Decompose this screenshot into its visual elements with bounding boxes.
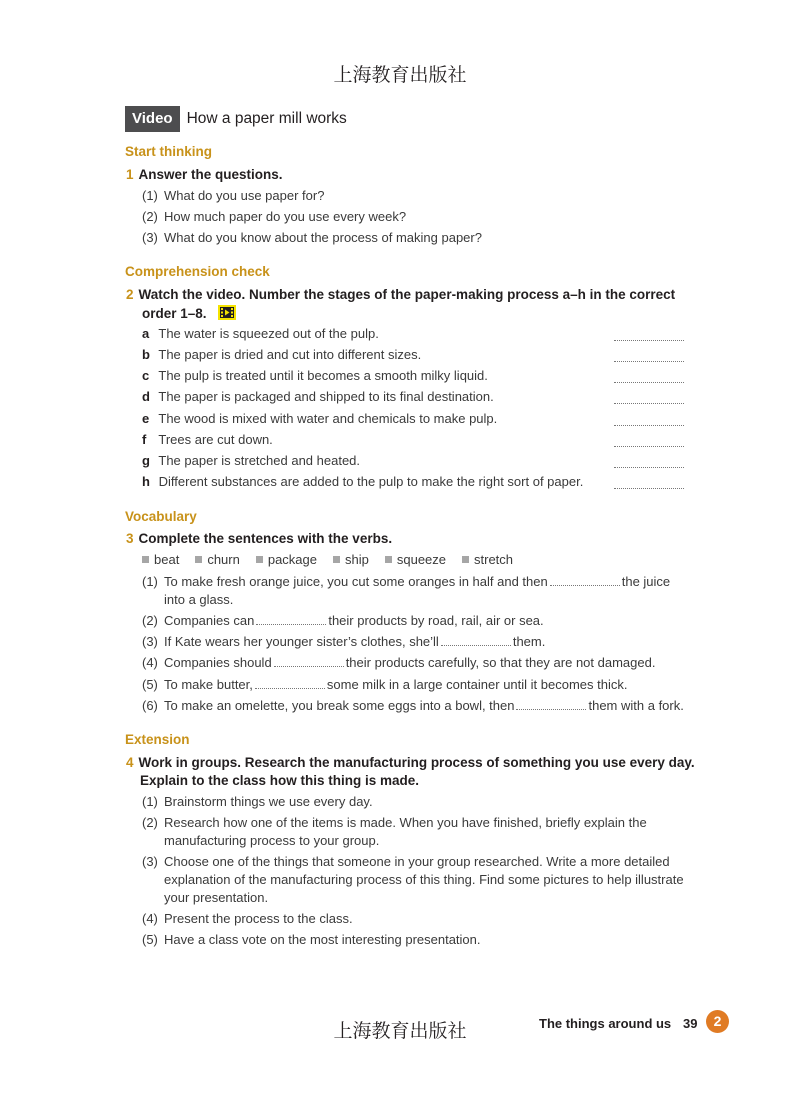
sentence-item: (6) To make an omelette, you break some eggs into a bowl, then them with a fork.	[142, 698, 684, 713]
answer-blank[interactable]	[614, 467, 684, 468]
stage-item: f Trees are cut down.	[142, 432, 273, 447]
sentence-item: (5) To make butter, some milk in a large container until it becomes thick.	[142, 677, 628, 692]
step-item: (5) Have a class vote on the most interesting presentation.	[142, 932, 481, 947]
video-badge: Video	[125, 106, 180, 132]
section-extension: Extension	[125, 732, 190, 747]
section-comprehension-check: Comprehension check	[125, 264, 270, 279]
task-text: Answer the questions.	[138, 167, 283, 182]
unit-title: The things around us	[539, 1016, 672, 1031]
sentence-item: (1) To make fresh orange juice, you cut some oranges in half and then the juice	[142, 574, 671, 589]
task-number: 1	[126, 167, 134, 182]
fill-blank[interactable]	[256, 612, 326, 625]
answer-blank[interactable]	[614, 403, 684, 404]
step-item: (2) Research how one of the items is made. When you have finished, briefly explain the	[142, 815, 647, 830]
task-number: 3	[126, 531, 134, 546]
answer-blank[interactable]	[614, 425, 684, 426]
sentence-item: (2) Companies can their products by road, rail, air or sea.	[142, 613, 544, 628]
step-item: (1) Brainstorm things we use every day.	[142, 794, 373, 809]
page-number: 39	[683, 1016, 698, 1031]
fill-blank[interactable]	[274, 654, 344, 667]
stage-item: d The paper is packaged and shipped to its final destination.	[142, 389, 494, 404]
task-2-instruction: 2 Watch the video. Number the stages of the paper-making process a–h in the correct	[126, 287, 676, 302]
verb-item: squeeze	[385, 551, 446, 569]
verb-item: churn	[195, 551, 240, 569]
task-4-instruction-cont: Explain to the class how this thing is made.	[140, 773, 420, 788]
task-4-instruction: 4 Work in groups. Research the manufacturing process of something you use every day.	[126, 755, 695, 770]
section-vocabulary: Vocabulary	[125, 509, 197, 524]
bullet-square-icon	[195, 556, 202, 563]
answer-blank[interactable]	[614, 340, 684, 341]
verb-item: beat	[142, 551, 179, 569]
task-3-instruction: 3 Complete the sentences with the verbs.	[126, 531, 393, 546]
stage-item: c The pulp is treated until it becomes a smooth milky liquid.	[142, 368, 488, 383]
verb-item: ship	[333, 551, 369, 569]
video-title-row	[125, 106, 347, 132]
sentence-cont: into a glass.	[164, 592, 234, 607]
video-title: How a paper mill works	[186, 110, 347, 127]
task-2-instruction-cont: order 1–8.	[142, 304, 236, 323]
question-item: (3) What do you know about the process of making paper?	[142, 230, 482, 245]
task-1-instruction	[126, 165, 283, 184]
task-number: 4	[126, 755, 134, 770]
bullet-square-icon	[385, 556, 392, 563]
bullet-square-icon	[142, 556, 149, 563]
fill-blank[interactable]	[550, 573, 620, 586]
stage-item: a The water is squeezed out of the pulp.	[142, 326, 379, 341]
unit-number-badge: 2	[706, 1010, 729, 1033]
step-item: (4) Present the process to the class.	[142, 911, 353, 926]
question-item: (2) How much paper do you use every week?	[142, 209, 407, 224]
verb-list	[142, 551, 529, 569]
bullet-square-icon	[256, 556, 263, 563]
bullet-square-icon	[462, 556, 469, 563]
fill-blank[interactable]	[441, 633, 511, 646]
answer-blank[interactable]	[614, 361, 684, 362]
verb-item: stretch	[462, 551, 513, 569]
fill-blank[interactable]	[255, 676, 325, 689]
publisher-footer: 上海教育出版社	[333, 1020, 467, 1042]
verb-item: package	[256, 551, 317, 569]
question-item: (1) What do you use paper for?	[142, 188, 325, 203]
sentence-item: (3) If Kate wears her younger sister’s clothes, she’ll them.	[142, 634, 546, 649]
section-start-thinking: Start thinking	[125, 144, 212, 159]
stage-item: g The paper is stretched and heated.	[142, 453, 361, 468]
step-item-cont: manufacturing process to your group.	[164, 833, 380, 848]
step-item: (3) Choose one of the things that someone in your group researched. Write a more detailed	[142, 854, 670, 869]
sentence-item: (4) Companies should their products carefully, so that they are not damaged.	[142, 655, 656, 670]
answer-blank[interactable]	[614, 382, 684, 383]
step-item-cont: your presentation.	[164, 890, 269, 905]
fill-blank[interactable]	[516, 697, 586, 710]
stage-item: h Different substances are added to the pulp to make the right sort of paper.	[142, 474, 584, 489]
stage-item: b The paper is dried and cut into different sizes.	[142, 347, 422, 362]
step-item-cont: explanation of the manufacturing process of this thing. Find some pictures to help illustrate	[164, 872, 684, 887]
task-number: 2	[126, 287, 134, 302]
publisher-header: 上海教育出版社	[333, 64, 467, 86]
stage-item: e The wood is mixed with water and chemicals to make pulp.	[142, 411, 498, 426]
answer-blank[interactable]	[614, 446, 684, 447]
answer-blank[interactable]	[614, 488, 684, 489]
bullet-square-icon	[333, 556, 340, 563]
video-film-icon[interactable]	[218, 305, 236, 320]
